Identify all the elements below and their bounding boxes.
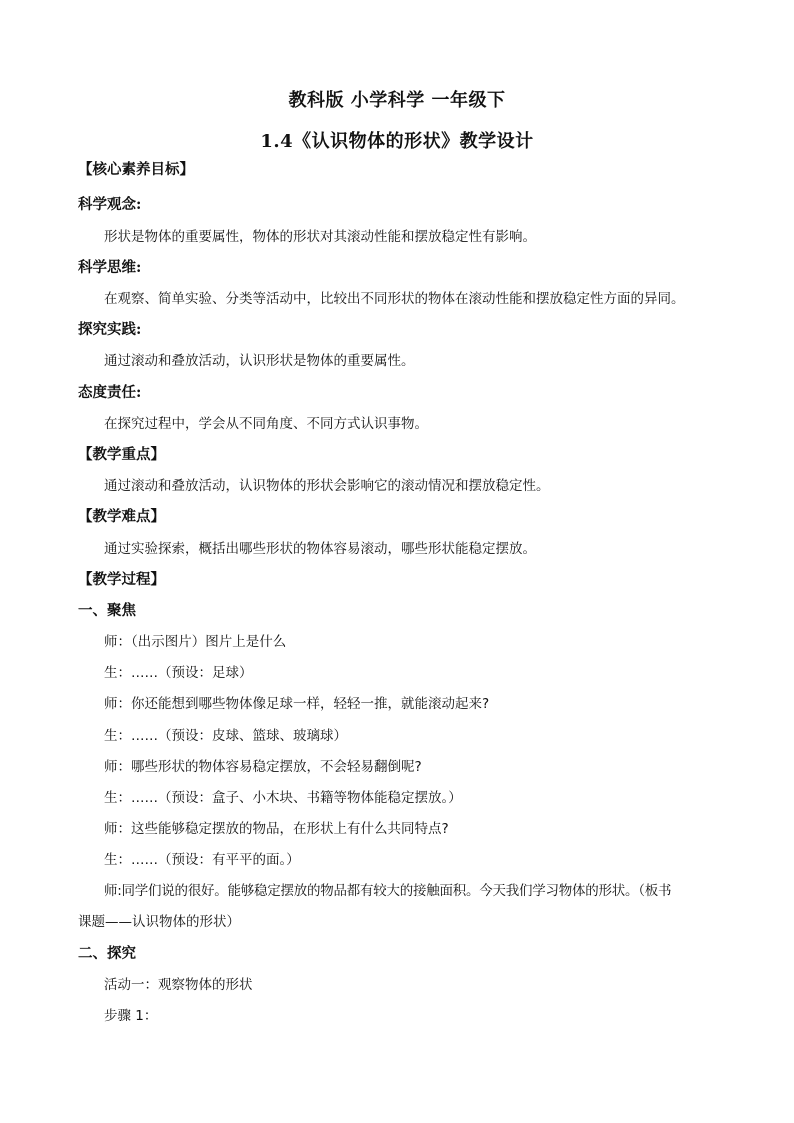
dialog-line: 生：……（预设：盒子、小木块、书籍等物体能稳定摆放。） [104, 790, 462, 806]
practice-text: 通过滚动和叠放活动，认识形状是物体的重要属性。 [104, 353, 415, 369]
dialog-line: 师：这些能够稳定摆放的物品，在形状上有什么共同特点? [104, 821, 449, 837]
activity-1-text: 活动一：观察物体的形状 [104, 977, 253, 993]
science-thinking-heading: 科学思维: [78, 259, 142, 276]
process-heading: 【教学过程】 [78, 571, 165, 588]
dialog-line: 生：……（预设：皮球、篮球、玻璃球） [104, 728, 347, 744]
science-concept-heading: 科学观念: [78, 196, 142, 213]
key-point-heading: 【教学重点】 [78, 446, 165, 463]
attitude-text: 在探究过程中，学会从不同角度、不同方式认识事物。 [104, 416, 428, 432]
focus-heading: 一、聚焦 [78, 602, 136, 619]
document-title-line-2: 1.4《认识物体的形状》教学设计 [260, 131, 534, 152]
dialog-line-continuation: 课题——认识物体的形状） [78, 914, 240, 930]
dialog-line: 师：哪些形状的物体容易稳定摆放，不会轻易翻倒呢? [104, 759, 422, 775]
difficulty-heading: 【教学难点】 [78, 508, 165, 525]
practice-heading: 探究实践: [78, 321, 142, 338]
science-thinking-text: 在观察、简单实验、分类等活动中，比较出不同形状的物体在滚动性能和摆放稳定性方面的异同。 [104, 291, 685, 307]
science-concept-text: 形状是物体的重要属性，物体的形状对其滚动性能和摆放稳定性有影响。 [104, 229, 536, 245]
core-goals-heading: 【核心素养目标】 [78, 161, 194, 178]
explore-heading: 二、探究 [78, 945, 136, 962]
dialog-line: 师：（出示图片）图片上是什么 [104, 634, 287, 650]
attitude-heading: 态度责任: [78, 384, 142, 401]
dialog-line: 师:同学们说的很好。能够稳定摆放的物品都有较大的接触面积。今天我们学习物体的形状。（板书 [104, 883, 672, 899]
dialog-line: 生：……（预设：有平平的面。） [104, 852, 300, 868]
key-point-text: 通过滚动和叠放活动，认识物体的形状会影响它的滚动情况和摆放稳定性。 [104, 478, 550, 494]
step-1-text: 步骤 1： [104, 1008, 158, 1024]
dialog-line: 生：……（预设：足球） [104, 665, 253, 681]
difficulty-text: 通过实验探索，概括出哪些形状的物体容易滚动，哪些形状能稳定摆放。 [104, 541, 536, 557]
document-title-line-1: 教科版 小学科学 一年级下 [288, 90, 506, 111]
dialog-line: 师：你还能想到哪些物体像足球一样，轻轻一推，就能滚动起来? [104, 696, 490, 712]
